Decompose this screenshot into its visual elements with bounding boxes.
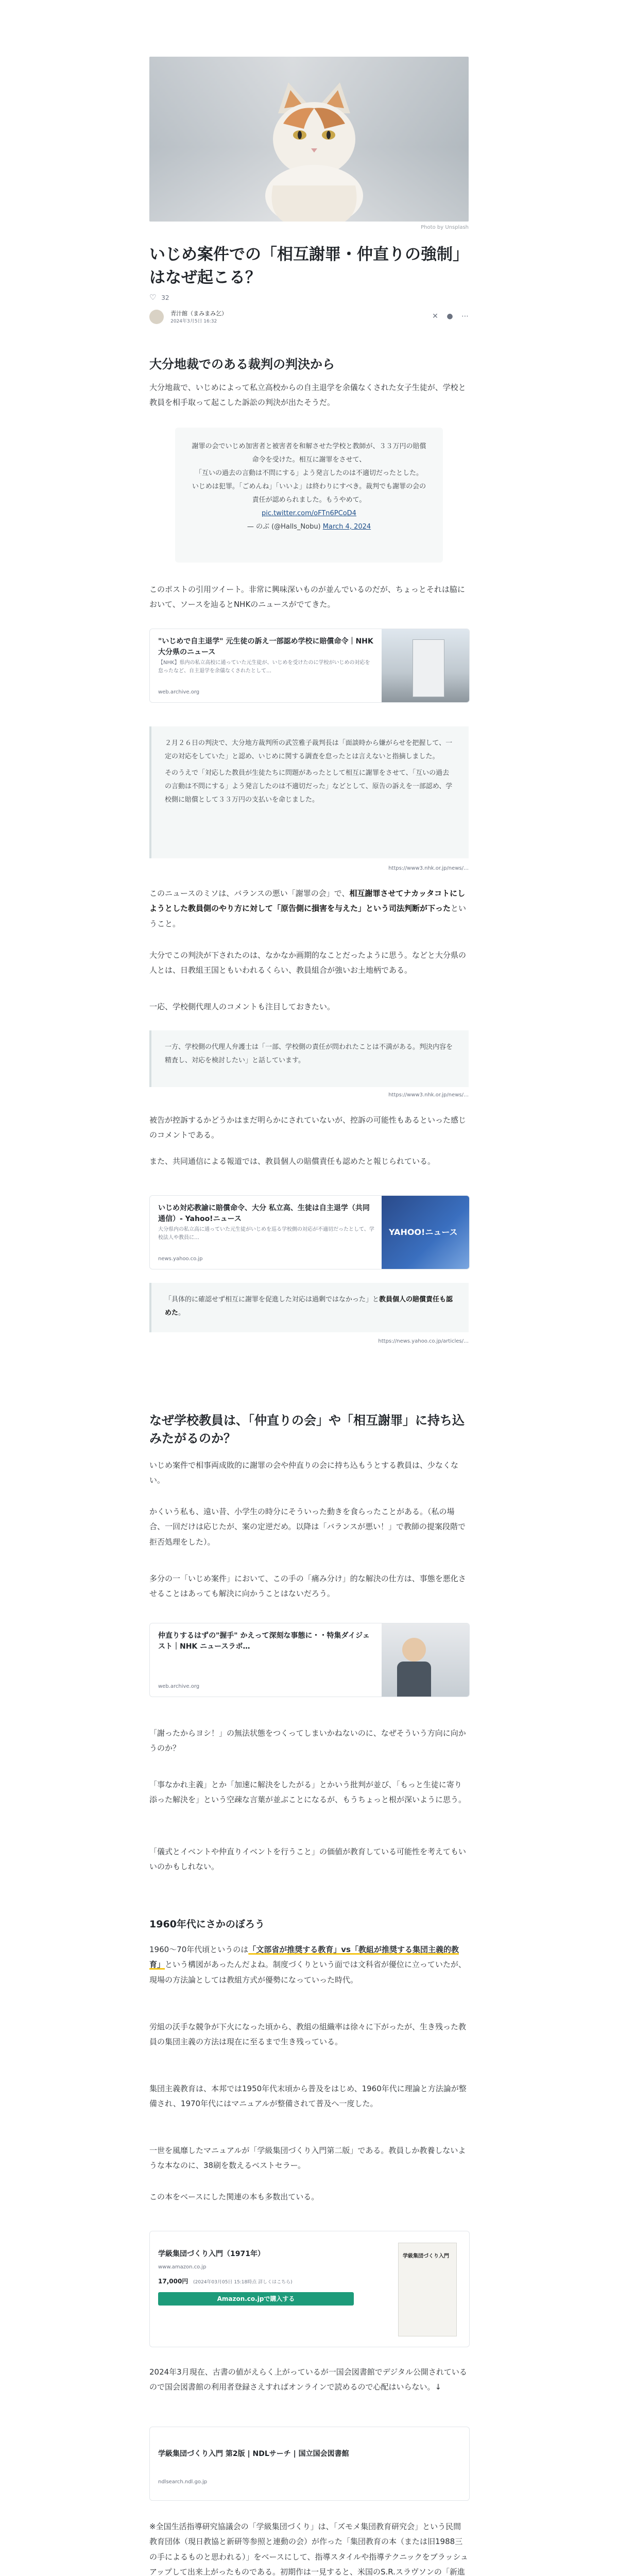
tweet-date-link[interactable]: March 4, 2024 — [322, 523, 371, 531]
paragraph: また、共同通信による報道では、教員個人の賠償責任も認めたと報じられている。 — [149, 1157, 436, 1166]
link-card-title: 学級集団づくり入門 第2版 | NDLサーチ | 国立国会図書館 — [158, 2450, 349, 2458]
link-card-description: 大分県内の私立高に通っていた元生徒がいじめを巡る学校側の対応が不適切だったとして、学校法人や教員に… — [158, 1227, 374, 1241]
link-card-url: ndlsearch.ndl.go.jp — [158, 2479, 208, 2485]
blockquote: 「具体的に確認せず相互に謝罪を促進した対応は過剰ではなかった」と教員個人の賠償責任も認めた。 — [149, 1283, 469, 1332]
quote-text: そのうえで「対応した教員が生徒たちに問題があったとして相互に謝罪をさせて、「互いの過去の言動は不問にする」よう発言したのは不適切だった」などとして、原告の訴えを一部認め、学校側に賠償として３３万円の支払いを命じました。 — [165, 769, 453, 804]
tweet-text: いじめは犯罪。「ごめんね」「いいよ」は終わりにすべき。裁判でも謝罪の会の責任が認められました。もうやめて。 — [192, 483, 426, 504]
paragraph: この本をベースにした関連の本も多数出ている。 — [149, 2192, 319, 2201]
link-card-url: news.yahoo.co.jp — [158, 1256, 203, 1262]
paragraph: 「儀式とイベントや仲直りイベントを行うこと」の価値が教育している可能性を考えてもいいのかもしれない。 — [149, 1847, 467, 1872]
link-card-thumbnail — [382, 629, 469, 702]
product-url: www.amazon.co.jp — [158, 2264, 207, 2270]
price-note: (2024年03月05日 15:18時点 詳しくはこちら) — [193, 2280, 293, 2285]
cat-photo-icon — [252, 77, 376, 222]
section-heading-1: 大分地裁でのある裁判の判決から — [149, 357, 335, 371]
amazon-product-card[interactable] — [149, 2231, 470, 2347]
source-link[interactable]: https://news.yahoo.co.jp/articles/… — [378, 1338, 469, 1344]
product-price: 17,000円 — [158, 2278, 188, 2285]
like-count: 32 — [161, 294, 169, 301]
link-card-title: 仲直りするはずの"握手" かえって深刻な事態に・・特集ダイジェスト｜NHK ニュースラボ… — [158, 1632, 370, 1651]
link-card-url: web.archive.org — [158, 1684, 200, 1689]
author-name[interactable]: 青汁館（まみまみ乞） — [170, 310, 228, 317]
quote-text: ２月２６日の判決で、大分地方裁判所の武笠雅子裁判長は「面談時から嫌がらせを把握して、一定の対応をしていた」と認め、いじめに関する調査を怠ったとは言えないと指摘しました。 — [165, 739, 453, 760]
source-link[interactable]: https://www3.nhk.or.jp/news/… — [388, 866, 469, 871]
paragraph: 一応、学校側代理人のコメントも注目しておきたい。 — [149, 1002, 335, 1011]
link-card[interactable] — [149, 1195, 470, 1269]
paragraph: 多分の一「いじめ案件」において、この手の「痛み分け」的な解決の仕方は、事態を悪化させることはあっても解決に向かうことはないだろう。 — [149, 1574, 466, 1599]
section-heading-2: なぜ学校教員は、「仲直りの会」や「相互謝罪」に持ち込みたがるのか？ — [149, 1413, 465, 1446]
link-card[interactable] — [149, 2427, 470, 2501]
share-x-icon[interactable]: ✕ — [432, 312, 438, 320]
link-card-thumbnail — [382, 1623, 469, 1697]
paragraph: 労組の沃手な競争が下火になった頃から、教組の組織率は徐々に下がったが、生き残った教員の集団主義の方法は現在に至るまで生き残っている。 — [149, 2022, 467, 2047]
paragraph: このポストの引用ツイート。非常に興味深いものが並んでいるのだが、ちょっとそれは脇において、ソースを辿るとNHKのニュースがでてきた。 — [149, 585, 465, 609]
paragraph: 「事なかれ主義」とか「加速に解決をしたがる」とかいう批判が並び、「もっと生徒に寄り添った解決を」という空疎な言葉が並ぶことになるが、もうちょっと根が深いように思う。 — [149, 1780, 467, 1805]
tweet-author: — のぶ (@Halls_Nobu) — [247, 523, 321, 531]
paragraph: いじめ案件で相事両成敗的に謝罪の会や仲直りの会に持ち込もうとする教員は、少なくない。 — [149, 1461, 459, 1485]
tweet-link[interactable]: pic.twitter.com/oFTn6PCoD4 — [262, 510, 356, 517]
post-date: 2024年3月5日 16:32 — [170, 319, 217, 324]
paragraph: 被告が控訴するかどうかはまだ明らかにされていないが、控訴の可能性もあるといった感じのコメントである。 — [149, 1115, 467, 1140]
link-card-title: "いじめで自主退学" 元生徒の訴え一部認め学校に賠償命令｜NHK 大分県のニュース — [158, 637, 373, 656]
buy-on-amazon-button[interactable]: Amazon.co.jpで購入する — [158, 2292, 354, 2306]
section-heading-3: 1960年代にさかのぼろう — [149, 1919, 265, 1930]
paragraph: かくいう私も、遠い昔、小学生の時分にそういった動きを食らったことがある。（私の場合、一回だけは応じたが、案の定逆だめ。以降は「バランスが悪い！」で教師の提案段階で拒否処理をした）。 — [149, 1507, 466, 1547]
paragraph: 1960〜70年代頃というのは「文部省が推奨する教育」vs「教組が推奨する集団主義的教育」という構図があったんだよね。制度づくりという面では文科省が優位に立っていたが、現場の方法論としては教組方式が優勢になっていった時代。 — [149, 1945, 466, 1985]
more-options-icon[interactable]: ⋯ — [461, 312, 469, 320]
paragraph: 一世を風靡したマニュアルが「学級集団づくり入門第二版」である。教員しか教養しないような本なのに、38刷を数えるベストセラー。 — [149, 2146, 466, 2171]
paragraph: ※全国生活指導研究協議会の「学級集団づくり」は、「ズモメ集団教育研究会」という民間教育団体（現日教協と新研等参照と連動の会）が作った「集団教育の本（または旧1988三の手によるものと思われる）」をベースにして、指導スタイルや指導テクニックをブラッシュアップして出来上がったものである。初期作は一見すると、米国のS.R.スラヴソンの「新進 — [149, 2522, 469, 2576]
photo-credit: Photo by Unsplash — [421, 225, 469, 230]
paragraph: 大分でこの判決が下されたのは、なかなか画期的なことだったように思う。などと大分県の人とは、日教組王国ともいわれるくらい、教員組合が強いお土地柄である。 — [149, 951, 467, 975]
blockquote — [149, 726, 469, 858]
yahoo-news-logo: YAHOO!ニュース — [389, 1227, 458, 1237]
book-cover — [398, 2243, 457, 2336]
like-row — [149, 293, 469, 303]
paragraph: 2024年3月現在、古書の値がえらく上がっているが一国会図書館でデジタル公開されているので国会図書館の利用者登録さえすればオンラインで読めるので心配はいらない。↓ — [149, 2367, 467, 2392]
hero-image — [149, 57, 469, 222]
paragraph: 集団主義教育は、本邦では1950年代末頃から普及をはじめ、1960年代に理論と方法論が整備され、1970年代にはマニュアルが整備されて普及へ一度した。 — [149, 2084, 467, 2109]
article-title: いじめ案件での「相互謝罪・仲直りの強制」はなぜ起こる？ — [149, 245, 469, 287]
paragraph: このニュースのミソは、バランスの悪い「謝罪の会」で、相互謝罪させてナカッタコトにしようとした教員側のやり方に対して「原告側に損害を与えた」という司法判断が下ったということ。 — [149, 889, 467, 928]
tweet-text: 「互いの過去の言動は不問にする」よう発言したのは不適切だったとした。 — [195, 469, 423, 477]
link-card-thumbnail — [382, 1196, 469, 1269]
tweet-text: 謝罪の会でいじめ加害者と被害者を和解させた学校と教師が、３３万円の賠償命令を受けた。相互に謝罪をさせて、 — [192, 443, 426, 464]
heart-icon[interactable]: ♡ — [149, 293, 157, 302]
book-cover-title: 学級集団づくり入門 — [403, 2253, 449, 2259]
link-card[interactable] — [149, 1623, 470, 1697]
source-link[interactable]: https://www3.nhk.or.jp/news/… — [388, 1092, 469, 1098]
blockquote: 一方、学校側の代理人弁護士は「一部、学校側の責任が問われたことは不満がある。判決内容を精査し、対応を検討したい」と話しています。 — [149, 1030, 469, 1087]
share-facebook-icon[interactable]: ● — [447, 312, 453, 320]
embedded-tweet — [175, 428, 443, 563]
link-card[interactable] — [149, 629, 470, 703]
author-row — [149, 309, 469, 327]
product-title[interactable]: 学級集団づくり入門（1971年） — [158, 2250, 265, 2258]
paragraph: 「謝ったからヨシ！」の無法状態をつくってしまいかねないのに、なぜそういう方向に向かうのか？ — [149, 1728, 466, 1753]
avatar[interactable] — [149, 310, 164, 324]
link-card-description: 【NHK】県内の私立高校に通っていた元生徒が、いじめを受けたのに学校がいじめの対応を怠ったなど、自主退学を余儀なくされたとして… — [158, 660, 370, 674]
link-card-url: web.archive.org — [158, 689, 200, 695]
link-card-title: いじめ対応教諭に賠償命令、大分 私立高、生徒は自主退学（共同通信）- Yahoo!ニュース — [158, 1204, 370, 1223]
paragraph: 大分地裁で、いじめによって私立高校からの自主退学を余儀なくされた女子生徒が、学校と教員を相手取って起こした訴訟の判決が出たそうだ。 — [149, 383, 466, 408]
